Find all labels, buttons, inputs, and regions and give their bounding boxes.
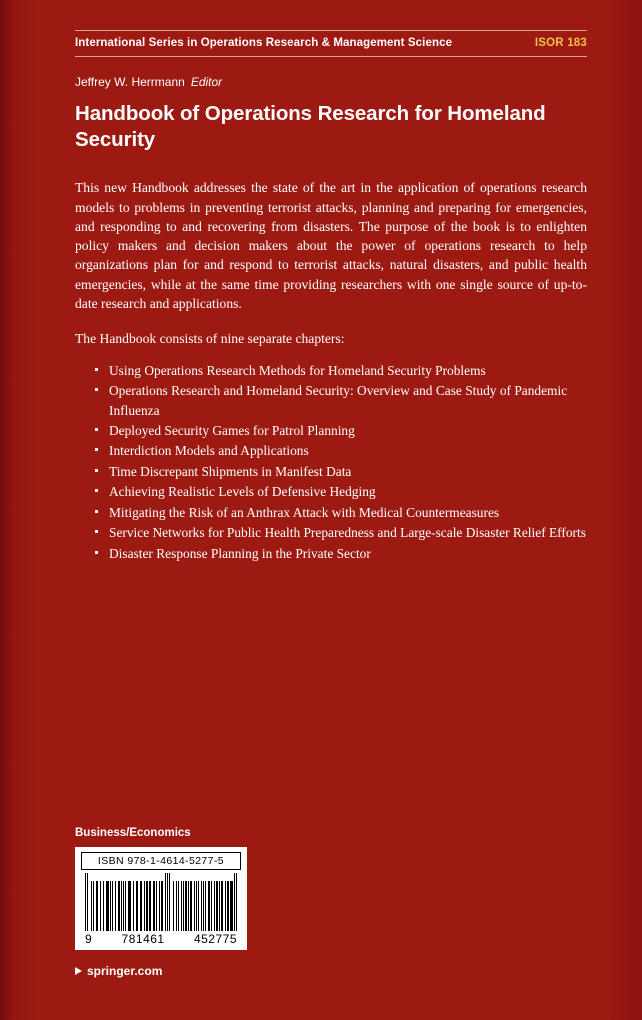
triangle-icon bbox=[75, 967, 82, 975]
barcode-group-1: 781461 bbox=[121, 932, 165, 946]
isbn-barcode-block bbox=[75, 847, 247, 950]
series-code: ISOR 183 bbox=[534, 37, 587, 49]
list-item: Operations Research and Homeland Security: Overview and Case Study of Pandemic Influenza bbox=[95, 381, 587, 420]
series-bar bbox=[75, 30, 587, 57]
spine-edge bbox=[0, 0, 16, 1020]
list-item: Disaster Response Planning in the Private Sector bbox=[95, 544, 587, 563]
editor-name: Jeffrey W. Herrmann bbox=[75, 75, 185, 89]
publisher-logo[interactable] bbox=[75, 964, 415, 978]
barcode-group-2: 452775 bbox=[193, 932, 237, 946]
list-item: Achieving Realistic Levels of Defensive Hedging bbox=[95, 482, 587, 501]
category-label: Business/Economics bbox=[75, 827, 191, 839]
list-item: Mitigating the Risk of an Anthrax Attack with Medical Countermeasures bbox=[95, 503, 587, 522]
list-item: Interdiction Models and Applications bbox=[95, 441, 587, 460]
list-item: Deployed Security Games for Patrol Planning bbox=[95, 421, 587, 440]
cover-content bbox=[75, 30, 587, 564]
chapter-list bbox=[75, 361, 587, 563]
cover-footer bbox=[75, 827, 415, 978]
page-title: Handbook of Operations Research for Homeland Security bbox=[75, 102, 546, 151]
barcode bbox=[81, 873, 241, 931]
book-blurb: This new Handbook addresses the state of the art in the application of operations research models to problems in preventing terrorist attacks, planning and preparing for emergencies, and responding to and recovering from disasters. The purpose of the book is to enlighten policy makers and decision makers about the power of operations research to help organizations plan for and respond to terrorist attacks, natural disasters, and public health emergencies, while at the same time providing researchers with one single source of up-to-date research and applications. bbox=[75, 180, 587, 312]
contents-intro: The Handbook consists of nine separate chapters: bbox=[75, 331, 345, 347]
list-item: Using Operations Research Methods for Homeland Security Problems bbox=[95, 361, 587, 380]
list-item: Time Discrepant Shipments in Manifest Data bbox=[95, 462, 587, 481]
series-title: International Series in Operations Research & Management Science bbox=[75, 37, 453, 49]
barcode-digits bbox=[81, 931, 241, 946]
list-item: Service Networks for Public Health Preparedness and Large-scale Disaster Relief Efforts bbox=[95, 523, 587, 542]
isbn-label: ISBN 978-1-4614-5277-5 bbox=[81, 852, 241, 870]
publisher-label: springer.com bbox=[87, 964, 163, 978]
barcode-left-digit: 9 bbox=[85, 932, 93, 946]
editor-line bbox=[75, 75, 587, 89]
editor-role: Editor bbox=[190, 75, 223, 89]
